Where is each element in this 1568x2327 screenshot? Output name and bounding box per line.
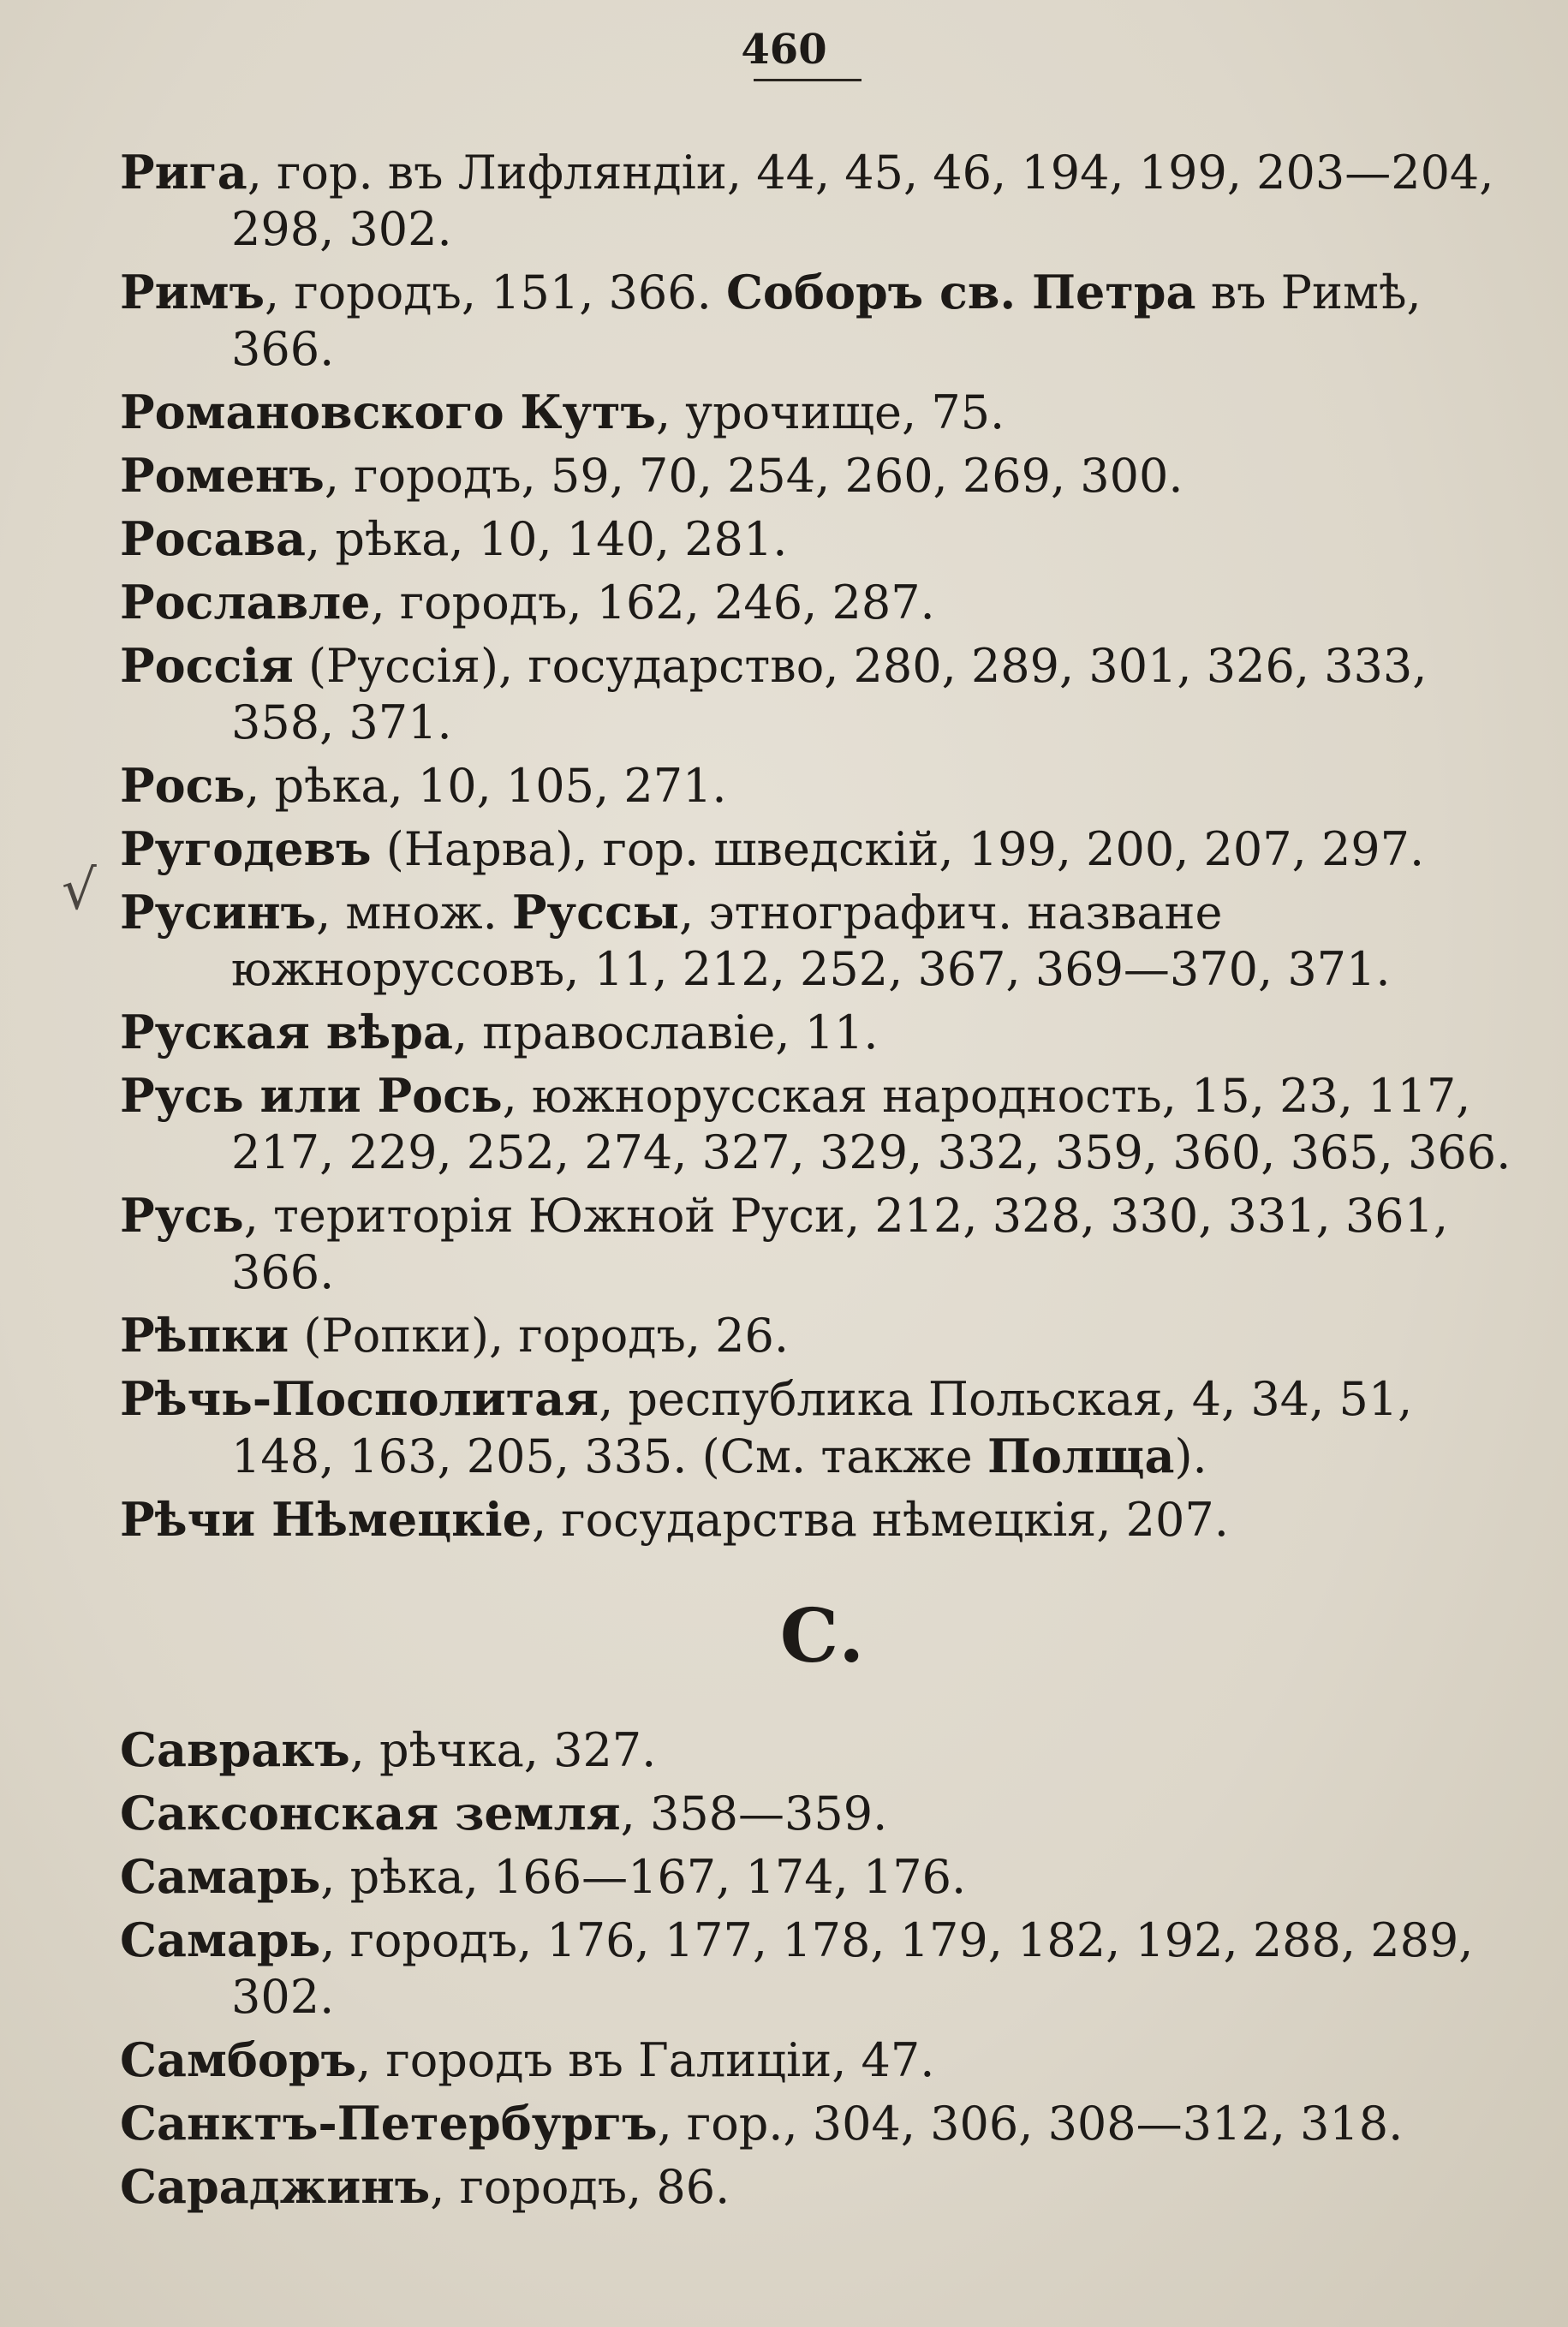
entry-text: , городъ, 176, 177, 178, 179, 182, 192, 288, 289, 302.	[231, 1913, 1474, 2024]
entry-text: , республика Польская, 4, 34, 51, 148, 163, 205, 335. (См. также	[231, 1372, 1413, 1483]
entry-head: Русь или Рось	[120, 1068, 503, 1123]
entry-text: (Руссія), государство, 280, 289, 301, 326, 333, 358, 371.	[231, 639, 1428, 749]
entry-text: , множ.	[316, 886, 512, 940]
entry-subhead: Полща	[987, 1429, 1175, 1483]
entry-text: (Нарва), гор. шведскій, 199, 200, 207, 297.	[371, 822, 1425, 876]
entry-text: , южнорусская народность, 15, 23, 117, 217, 229, 252, 274, 327, 329, 332, 359, 360, 365, 366.	[231, 1069, 1511, 1179]
index-entry	[120, 1491, 1524, 1548]
index-entry	[120, 144, 1524, 258]
index-entry	[120, 884, 1524, 998]
entry-head: Рославле	[120, 575, 371, 629]
index-entry	[120, 2095, 1524, 2152]
index-entry	[120, 1912, 1524, 2026]
entry-head: Романовского Кутъ	[120, 385, 656, 439]
index-entry	[120, 2158, 1524, 2216]
entry-text: , городъ, 59, 70, 254, 260, 269, 300.	[324, 449, 1183, 503]
entry-head: Русь	[120, 1188, 244, 1243]
entry-head: Савракъ	[120, 1722, 350, 1777]
index-entry	[120, 1187, 1524, 1301]
entry-head: Россія	[120, 638, 294, 693]
index-entry	[120, 1785, 1524, 1842]
entry-text: , городъ въ Галиціи, 47.	[356, 2033, 935, 2087]
entry-text: , рѣчка, 327.	[349, 1723, 657, 1777]
index-entry	[120, 1004, 1524, 1061]
entry-text-2: ).	[1174, 1429, 1207, 1483]
entry-text: , городъ, 162, 246, 287.	[370, 576, 935, 629]
index-entry	[120, 510, 1524, 568]
section-letter-heading: С.	[779, 1593, 865, 1680]
entry-head: Руская вѣра	[120, 1005, 453, 1059]
entry-head: Санктъ-Петербургъ	[120, 2096, 658, 2151]
entry-text: , гор., 304, 306, 308—312, 318.	[657, 2097, 1404, 2151]
entry-text: , государства нѣмецкія, 207.	[531, 1493, 1229, 1547]
index-entry	[120, 637, 1524, 751]
entry-text: , рѣка, 10, 105, 271.	[245, 759, 727, 813]
index-entry	[120, 1721, 1524, 1779]
index-entry	[120, 1307, 1524, 1364]
entry-text: , 358—359.	[620, 1787, 888, 1841]
entry-text: , гор. въ Лифляндіи, 44, 45, 46, 194, 199, 203—204, 298, 302.	[231, 146, 1494, 256]
index-list	[120, 144, 1524, 2222]
section-s	[120, 1721, 1524, 2216]
entry-text-2: въ Римѣ, 366.	[231, 266, 1422, 376]
index-entry	[120, 820, 1524, 878]
page-number: 460	[741, 26, 827, 74]
entry-head: Самарь	[120, 1849, 321, 1904]
page-number-rule	[754, 79, 862, 81]
index-entry	[120, 1370, 1524, 1485]
entry-head: Рѣпки	[120, 1308, 289, 1363]
entry-head: Рига	[120, 145, 247, 200]
entry-text: , городъ, 151, 366.	[265, 266, 726, 319]
entry-text-2: , этнографич. назване южноруссовъ, 11, 212, 252, 367, 369—370, 371.	[231, 886, 1391, 996]
entry-subhead: Руссы	[511, 885, 679, 940]
index-entry	[120, 2032, 1524, 2089]
entry-head: Самарь	[120, 1912, 321, 1967]
section-r	[120, 144, 1524, 1548]
entry-head: Рѣчи Нѣмецкіе	[120, 1492, 532, 1547]
entry-head: Росава	[120, 511, 307, 566]
entry-subhead: Соборъ св. Петра	[725, 265, 1196, 319]
entry-head: Рось	[120, 758, 246, 813]
entry-head: Сараджинъ	[120, 2159, 431, 2214]
entry-text: , територія Южной Руси, 212, 328, 330, 331, 361, 366.	[231, 1189, 1449, 1299]
entry-head: Саксонская земля	[120, 1786, 621, 1841]
entry-text: , рѣка, 10, 140, 281.	[306, 512, 788, 566]
entry-head: Самборъ	[120, 2032, 357, 2087]
entry-head: Русинъ	[120, 885, 317, 940]
entry-head: Ругодевъ	[120, 821, 372, 876]
index-entry	[120, 574, 1524, 631]
index-entry	[120, 264, 1524, 378]
index-entry	[120, 1848, 1524, 1906]
entry-head: Рѣчь-Посполитая	[120, 1371, 599, 1426]
index-entry	[120, 757, 1524, 814]
entry-head: Роменъ	[120, 448, 325, 503]
entry-text: , урочище, 75.	[655, 385, 1005, 439]
entry-head: Римъ	[120, 265, 265, 319]
index-entry	[120, 1067, 1524, 1181]
handwritten-check-mark: √	[62, 859, 97, 922]
index-entry	[120, 384, 1524, 441]
entry-text: , рѣка, 166—167, 174, 176.	[320, 1850, 967, 1904]
index-entry	[120, 447, 1524, 504]
entry-text: , городъ, 86.	[430, 2160, 730, 2214]
entry-text: (Ропки), городъ, 26.	[289, 1309, 790, 1363]
entry-text: , православіе, 11.	[452, 1005, 879, 1059]
